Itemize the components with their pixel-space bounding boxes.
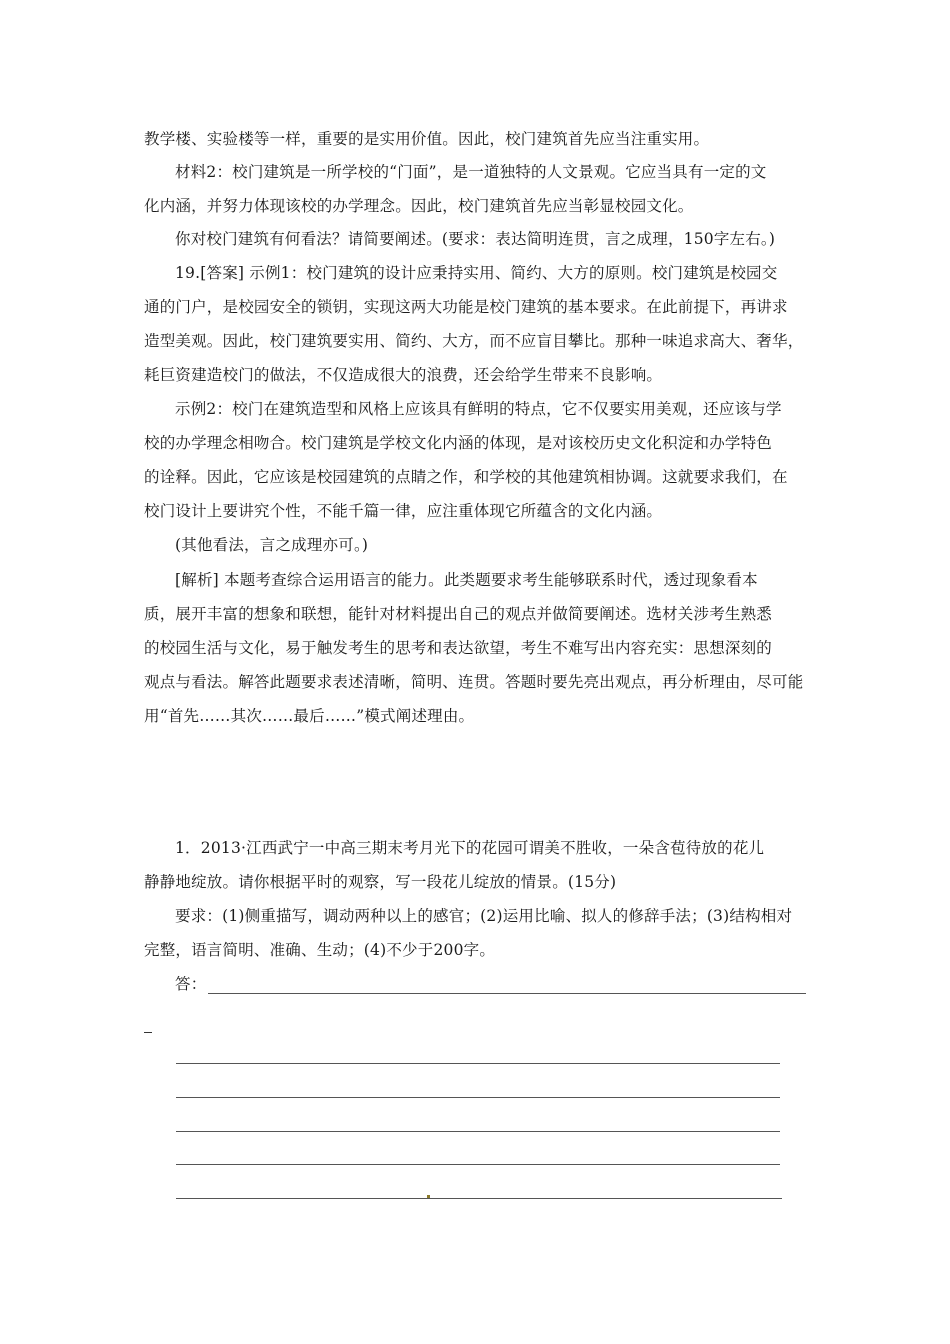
stray-dash	[144, 1032, 152, 1033]
paragraph-line: 造型美观。因此，校门建筑要实用、简约、大方，而不应盲目攀比。那种一味追求高大、奢华，	[144, 332, 804, 350]
answer-blank-line	[176, 1198, 782, 1199]
paragraph-line: 校的办学理念相吻合。校门建筑是学校文化内涵的体现，是对该校历史文化积淀和办学特色	[144, 434, 773, 452]
paragraph-line: 用“首先……其次……最后……”模式阐述理由。	[144, 707, 475, 725]
paragraph-line: 材料2：校门建筑是一所学校的“门面”，是一道独特的人文景观。它应当具有一定的文	[175, 163, 767, 181]
paragraph-line: 耗巨资建造校门的做法，不仅造成很大的浪费，还会给学生带来不良影响。	[144, 366, 663, 384]
answer-heading-line: 19.[答案] 示例1：校门建筑的设计应秉持实用、简约、大方的原则。校门建筑是校园交	[175, 264, 778, 282]
answer-blank-line	[176, 1063, 780, 1064]
question-line: 静静地绽放。请你根据平时的观察，写一段花儿绽放的情景。(15分)	[144, 873, 617, 891]
paragraph-line: 的校园生活与文化，易于触发考生的思考和表达欲望，考生不难写出内容充实：思想深刻的	[144, 639, 773, 657]
paragraph-line: 教学楼、实验楼等一样，重要的是实用价值。因此，校门建筑首先应当注重实用。	[144, 130, 710, 148]
answer-blank-line	[208, 993, 806, 994]
answer-blank-line	[176, 1131, 780, 1132]
stray-mark	[427, 1195, 430, 1198]
paragraph-line: (其他看法，言之成理亦可。)	[175, 536, 369, 554]
paragraph-line: 质，展开丰富的想象和联想，能针对材料提出自己的观点并做简要阐述。选材关涉考生熟悉	[144, 605, 773, 623]
answer-blank-line	[176, 1164, 780, 1165]
paragraph-line: 观点与看法。解答此题要求表述清晰，简明、连贯。答题时要先亮出观点，再分析理由，尽可能	[144, 673, 804, 691]
paragraph-line: 化内涵，并努力体现该校的办学理念。因此，校门建筑首先应当彰显校园文化。	[144, 197, 694, 215]
paragraph-line: 通的门户，是校园安全的锁钥，实现这两大功能是校门建筑的基本要求。在此前提下，再讲求	[144, 298, 788, 316]
paragraph-line: 校门设计上要讲究个性，不能千篇一律，应注重体现它所蕴含的文化内涵。	[144, 502, 663, 520]
requirement-line: 要求：(1)侧重描写，调动两种以上的感官；(2)运用比喻、拟人的修辞手法；(3)结构相对	[175, 907, 793, 925]
requirement-line: 完整，语言简明、准确、生动；(4)不少于200字。	[144, 941, 496, 959]
paragraph-line: 你对校门建筑有何看法？请简要阐述。(要求：表达简明连贯，言之成理，150字左右。)	[175, 230, 776, 248]
analysis-heading-line: [解析] 本题考查综合运用语言的能力。此类题要求考生能够联系时代，透过现象看本	[175, 571, 758, 589]
answer-blank-line	[176, 1097, 780, 1098]
paragraph-line: 的诠释。因此，它应该是校园建筑的点睛之作，和学校的其他建筑相协调。这就要求我们，在	[144, 468, 788, 486]
paragraph-line: 示例2：校门在建筑造型和风格上应该具有鲜明的特点，它不仅要实用美观，还应该与学	[175, 400, 782, 418]
answer-label: 答：	[175, 975, 207, 993]
question-line: 1．2013·江西武宁一中高三期末考月光下的花园可谓美不胜收，一朵含苞待放的花儿	[175, 839, 765, 857]
